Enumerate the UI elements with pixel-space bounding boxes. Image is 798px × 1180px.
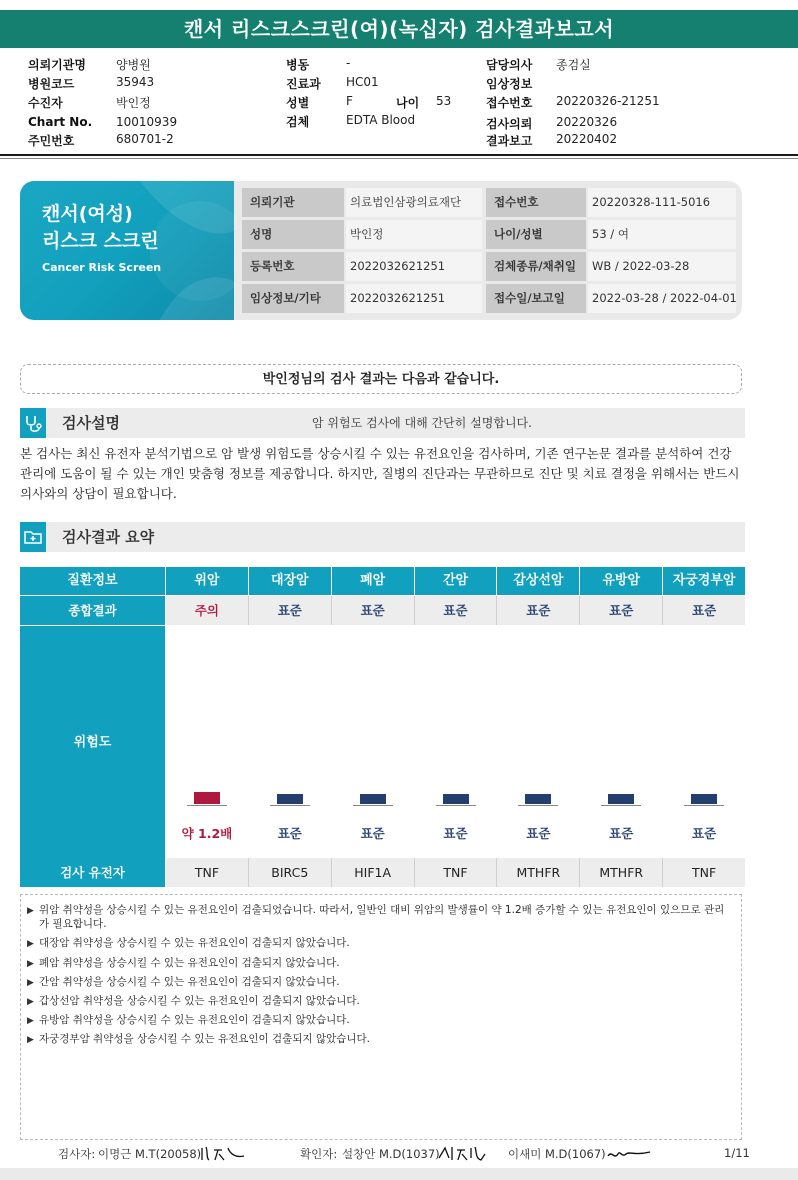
note-item xyxy=(27,975,731,990)
note-item xyxy=(27,1013,731,1028)
test-gene: HIF1A xyxy=(332,858,414,887)
section-description-subtitle: 암 위험도 검사에 대해 간단히 설명합니다. xyxy=(312,416,532,430)
arrow-right-icon: ▶ xyxy=(27,1016,34,1026)
column-separator xyxy=(248,858,249,887)
risk-bar xyxy=(525,794,551,804)
info-key: 나이/성별 xyxy=(486,220,586,249)
disease-name: 유방암 xyxy=(580,567,662,595)
test-gene: TNF xyxy=(663,858,745,887)
confirmer1-signature xyxy=(437,1144,487,1170)
risk-bar-baseline xyxy=(436,805,476,806)
column-separator xyxy=(662,596,663,625)
note-text: 대장암 취약성을 상승시킬 수 있는 유전요인이 검출되지 않았습니다. xyxy=(39,937,350,949)
header-label: 병원코드 xyxy=(28,77,75,91)
test-gene: MTHFR xyxy=(497,858,579,887)
header-value: 양병원 xyxy=(116,58,151,72)
info-value: 2022032621251 xyxy=(346,284,482,313)
risk-value: 표준 xyxy=(609,826,634,841)
disease-name: 폐암 xyxy=(332,567,414,595)
column-separator xyxy=(579,596,580,625)
risk-bar xyxy=(691,794,717,804)
header-label: 접수번호 xyxy=(486,96,533,110)
column-separator xyxy=(496,858,497,887)
banner-brand xyxy=(20,181,234,320)
test-gene: TNF xyxy=(166,858,248,887)
results-header-label: 질환정보 xyxy=(20,567,165,595)
column-separator xyxy=(496,596,497,625)
arrow-right-icon: ▶ xyxy=(27,959,34,969)
gene-label: 검사 유전자 xyxy=(20,858,165,887)
overall-result: 표준 xyxy=(497,596,579,625)
banner-title-line2: 리스크 스크린 xyxy=(42,230,159,252)
risk-bar xyxy=(194,792,220,804)
test-description-text: 본 검사는 최신 유전자 분석기법으로 암 발생 위험도를 상승시킬 수 있는 유전요인을 검사하며, 기존 연구논문 결과를 분석하여 건강 관리에 도움이 될 수 있는 개인 맞춤형 정보를 제공합니다. 하지만, 질병의 진단과는 무관하므로 진단 및 치료 결정을 위해서는 반드시 의사와의 상담이 필요합니다. xyxy=(20,446,740,501)
note-item xyxy=(27,956,731,971)
risk-bar xyxy=(360,794,386,804)
header-divider-thin xyxy=(0,158,798,159)
age-label: 나이 xyxy=(396,96,420,110)
disease-name: 위암 xyxy=(166,567,248,595)
risk-bar-baseline xyxy=(270,805,310,806)
confirmer2-name: 이새미 M.D(1067) xyxy=(508,1147,606,1161)
info-value: 2022-03-28 / 2022-04-01 xyxy=(588,284,736,313)
header-value: 680701-2 xyxy=(116,132,174,146)
header-value: 20220326-21251 xyxy=(556,94,660,108)
tester-signature xyxy=(200,1144,246,1168)
header-value: 박인정 xyxy=(116,96,151,110)
risk-value: 표준 xyxy=(443,826,468,841)
tester-label: 검사자: xyxy=(58,1147,96,1161)
header-value: 20220326 xyxy=(556,115,618,129)
risk-value: 약 1.2배 xyxy=(181,826,233,841)
info-value: 20220328-111-5016 xyxy=(588,188,736,217)
page-number: 1/11 xyxy=(724,1146,750,1160)
risk-value: 표준 xyxy=(526,826,551,841)
header-label: 임상정보 xyxy=(486,77,533,91)
age-value: 53 xyxy=(436,94,452,108)
confirmer1-name: 설창안 M.D(1037) xyxy=(342,1147,440,1161)
header-label: 의뢰기관명 xyxy=(28,58,86,72)
header-value: EDTA Blood xyxy=(346,113,416,127)
banner-title-line1: 캔서(여성) xyxy=(42,203,133,225)
risk-bar xyxy=(277,794,303,804)
overall-result: 표준 xyxy=(580,596,662,625)
disease-name: 간암 xyxy=(415,567,497,595)
header-value: 35943 xyxy=(116,75,155,89)
column-separator xyxy=(579,858,580,887)
header-value: 10010939 xyxy=(116,115,178,129)
header-label: Chart No. xyxy=(28,115,93,129)
note-text: 갑상선암 취약성을 상승시킬 수 있는 유전요인이 검출되지 않았습니다. xyxy=(39,995,360,1007)
tester-name: 이명근 M.T(20058) xyxy=(98,1147,202,1161)
header-label: 성별 xyxy=(286,96,310,110)
column-separator xyxy=(248,596,249,625)
banner-subtitle: Cancer Risk Screen xyxy=(42,261,162,274)
column-separator xyxy=(331,858,332,887)
column-separator xyxy=(414,858,415,887)
result-notes xyxy=(20,894,742,1140)
note-item xyxy=(27,936,731,951)
header-divider xyxy=(0,154,798,156)
overall-result: 주의 xyxy=(166,596,248,625)
confirmer-label: 확인자: xyxy=(300,1147,338,1161)
overall-result-label: 종합결과 xyxy=(20,596,165,625)
note-text: 폐암 취약성을 상승시킬 수 있는 유전요인이 검출되지 않았습니다. xyxy=(39,957,340,969)
report-banner xyxy=(20,181,742,320)
info-value: 의료법인삼광의료재단 xyxy=(346,188,482,217)
note-text: 간암 취약성을 상승시킬 수 있는 유전요인이 검출되지 않았습니다. xyxy=(39,976,340,988)
overall-result: 표준 xyxy=(663,596,745,625)
section-summary-header xyxy=(20,522,745,552)
arrow-right-icon: ▶ xyxy=(27,1035,34,1045)
column-separator xyxy=(414,596,415,625)
overall-result: 표준 xyxy=(415,596,497,625)
info-key: 의뢰기관 xyxy=(242,188,344,217)
test-gene: BIRC5 xyxy=(249,858,331,887)
header-label: 주민번호 xyxy=(28,134,75,148)
note-item xyxy=(27,994,731,1009)
risk-value: 표준 xyxy=(692,826,717,841)
arrow-right-icon: ▶ xyxy=(27,906,34,916)
overall-result: 표준 xyxy=(332,596,414,625)
info-key: 등록번호 xyxy=(242,252,344,281)
risk-bar-baseline xyxy=(684,805,724,806)
test-gene: TNF xyxy=(415,858,497,887)
info-value: 박인정 xyxy=(346,220,482,249)
risk-bar-baseline xyxy=(601,805,641,806)
banner-info-table xyxy=(242,188,736,314)
header-label: 결과보고 xyxy=(486,134,533,148)
arrow-right-icon: ▶ xyxy=(27,978,34,988)
disease-name: 갑상선암 xyxy=(497,567,579,595)
result-notice: 박인정님의 검사 결과는 다음과 같습니다. xyxy=(20,364,742,394)
info-value: WB / 2022-03-28 xyxy=(588,252,736,281)
info-value: 2022032621251 xyxy=(346,252,482,281)
header-label: 병동 xyxy=(286,58,310,72)
header-value: F xyxy=(346,94,353,108)
header-value: - xyxy=(346,56,351,70)
info-key: 성명 xyxy=(242,220,344,249)
disease-name: 대장암 xyxy=(249,567,331,595)
header-label: 진료과 xyxy=(286,77,321,91)
info-key: 임상정보/기타 xyxy=(242,284,344,313)
header-label: 검사의뢰 xyxy=(486,117,533,131)
note-text: 유방암 취약성을 상승시킬 수 있는 유전요인이 검출되지 않았습니다. xyxy=(39,1014,350,1026)
header-value: HC01 xyxy=(346,75,379,89)
note-item xyxy=(27,1032,731,1047)
risk-bar-baseline xyxy=(518,805,558,806)
arrow-right-icon: ▶ xyxy=(27,997,34,1007)
disease-name: 자궁경부암 xyxy=(663,567,745,595)
column-separator xyxy=(662,858,663,887)
folder-plus-icon xyxy=(20,522,46,552)
risk-value: 표준 xyxy=(277,826,302,841)
info-key: 접수일/보고일 xyxy=(486,284,586,313)
header-value: 20220402 xyxy=(556,132,618,146)
section-summary-title: 검사결과 요약 xyxy=(62,528,155,546)
note-item xyxy=(27,903,731,931)
info-key: 검체종류/채취일 xyxy=(486,252,586,281)
risk-bar xyxy=(443,794,469,804)
risk-bar-baseline xyxy=(187,805,227,806)
overall-result: 표준 xyxy=(249,596,331,625)
risk-label: 위험도 xyxy=(20,626,165,859)
info-key: 접수번호 xyxy=(486,188,586,217)
header-label: 담당의사 xyxy=(486,58,533,72)
risk-bar-baseline xyxy=(353,805,393,806)
risk-value: 표준 xyxy=(360,826,385,841)
stethoscope-icon xyxy=(20,408,46,438)
note-text: 위암 취약성을 상승시킬 수 있는 유전요인이 검출되었습니다. 따라서, 일반인 대비 위암의 발생률이 약 1.2배 증가할 수 있는 유전요인이 있으므로 관리가 필요합니다. xyxy=(39,904,725,930)
header-label: 수진자 xyxy=(28,96,63,110)
report-title: 캔서 리스크스크린(여)(녹십자) 검사결과보고서 xyxy=(0,10,798,48)
info-value: 53 / 여 xyxy=(588,220,736,249)
section-description-header xyxy=(20,408,745,438)
risk-bar xyxy=(608,794,634,804)
column-separator xyxy=(331,596,332,625)
confirmer2-signature xyxy=(606,1144,652,1168)
section-description-title: 검사설명 xyxy=(62,414,120,432)
note-text: 자궁경부암 취약성을 상승시킬 수 있는 유전요인이 검출되지 않았습니다. xyxy=(39,1033,370,1045)
header-label: 검체 xyxy=(286,115,310,129)
page-bottom-band xyxy=(0,1168,798,1180)
test-gene: MTHFR xyxy=(580,858,662,887)
arrow-right-icon: ▶ xyxy=(27,939,34,949)
header-value: 종검실 xyxy=(556,58,591,72)
